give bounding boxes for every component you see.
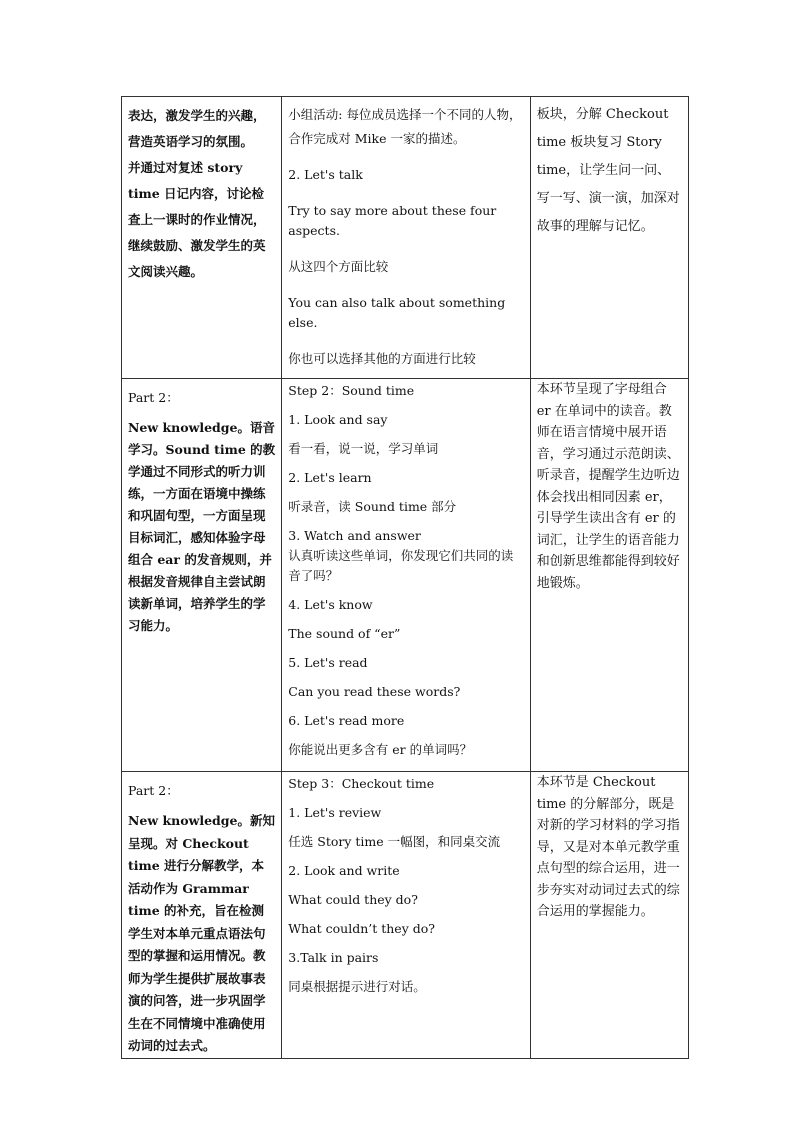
- table-row: [122, 97, 689, 379]
- objective-text: 并通过对复述 story time 日记内容，讨论检查上一课时的作业情况，继续鼓励、激发学生的英文阅读兴趣。: [128, 160, 266, 279]
- activity-line: 3. Watch and answer: [288, 528, 421, 543]
- activity-line: The sound of “er”: [288, 626, 401, 641]
- objective-cell: [122, 772, 282, 1059]
- activity-line: 1. Look and say: [288, 412, 388, 427]
- activity-line: 4. Let's know: [288, 597, 373, 612]
- activity-line: 任选 Story time 一幅图，和同桌交流: [288, 834, 501, 849]
- objective-cell: [122, 97, 282, 379]
- activity-line: 认真听读这些单词，你发现它们共同的读音了吗？: [288, 548, 514, 583]
- activity-cell: [282, 97, 530, 379]
- activity-line: 2. Look and write: [288, 863, 400, 878]
- activity-line: 看一看，说一说，学习单词: [288, 441, 439, 456]
- activity-line: Step 2：Sound time: [288, 383, 415, 398]
- part-label: Part 2：: [128, 390, 179, 405]
- activity-line: What couldn’t they do?: [288, 921, 435, 936]
- objective-text: New knowledge。新知呈现。对 Checkout time 进行分解教学，本活动作为 Grammar time 的补充，旨在检测学生对本单元重点语法句型的掌握和运用情况。教师为学生提供扩展故事表演的问答，进一步巩固学生在不同情境中准确使用动词的过去式。: [128, 813, 275, 1053]
- activity-line: 听录音，读 Sound time 部分: [288, 499, 457, 514]
- design-intent-text: 本环节是 Checkout time 的分解部分，既是对新的学习材料的学习指导，又是对本单元教学重点句型的综合运用，进一步夯实对动词过去式的综合运用的掌握能力。: [536, 775, 680, 919]
- design-intent-cell: [530, 772, 688, 1059]
- activity-line: 2. Let's learn: [288, 470, 372, 485]
- objective-text: New knowledge。语音学习。Sound time 的教学通过不同形式的听力训练，一方面在语境中操练和巩固句型，一方面呈现目标词汇，感知体验字母组合 ear 的发音规则，并根据发音规律自主尝试朗读新单词，培养学生的学习能力。: [128, 420, 276, 633]
- lesson-plan-table: [121, 96, 689, 1059]
- activity-line: You can also talk about something else.: [288, 295, 506, 330]
- activity-line: 5. Let's read: [288, 655, 368, 670]
- table-row: [122, 379, 689, 772]
- activity-line: 同桌根据提示进行对话。: [288, 979, 426, 994]
- activity-line: Can you read these words?: [288, 684, 461, 699]
- objective-cell: [122, 379, 282, 772]
- activity-line: 1. Let's review: [288, 805, 382, 820]
- design-intent-cell: [530, 379, 688, 772]
- activity-cell: [282, 379, 530, 772]
- activity-line: 从这四个方面比较: [288, 259, 389, 274]
- activity-cell: [282, 772, 530, 1059]
- objective-text: 表达，激发学生的兴趣，营造英语学习的氛围。: [128, 108, 266, 149]
- activity-line: 2. Let's talk: [288, 167, 363, 182]
- activity-line: 3.Talk in pairs: [288, 950, 379, 965]
- design-intent-text: 本环节呈现了字母组合 er 在单词中的读音。教师在语言情境中展开语音，学习通过示范朗读、听录音，提醒学生边听边体会找出相同因素 er，引导学生读出含有 er 的词汇，让学生的语音能力和创新思维都能得到较好地锻炼。: [536, 382, 680, 591]
- activity-line: 小组活动: 每位成员选择一个不同的人物，合作完成对 Mike 一家的描述。: [288, 107, 522, 146]
- design-intent-text: 板块，分解 Checkout time 板块复习 Story time，让学生问一问、写一写、演一演，加深对故事的理解与记忆。: [536, 107, 680, 234]
- table-row: [122, 772, 689, 1059]
- part-label: Part 2：: [128, 783, 179, 798]
- activity-line: What could they do?: [288, 892, 418, 907]
- activity-line: 你也可以选择其他的方面进行比较: [288, 351, 476, 366]
- activity-line: 6. Let's read more: [288, 713, 405, 728]
- activity-line: 你能说出更多含有 er 的单词吗？: [288, 742, 473, 757]
- design-intent-cell: [530, 97, 688, 379]
- activity-line: Try to say more about these four aspects.: [288, 203, 497, 238]
- activity-line: Step 3：Checkout time: [288, 776, 435, 791]
